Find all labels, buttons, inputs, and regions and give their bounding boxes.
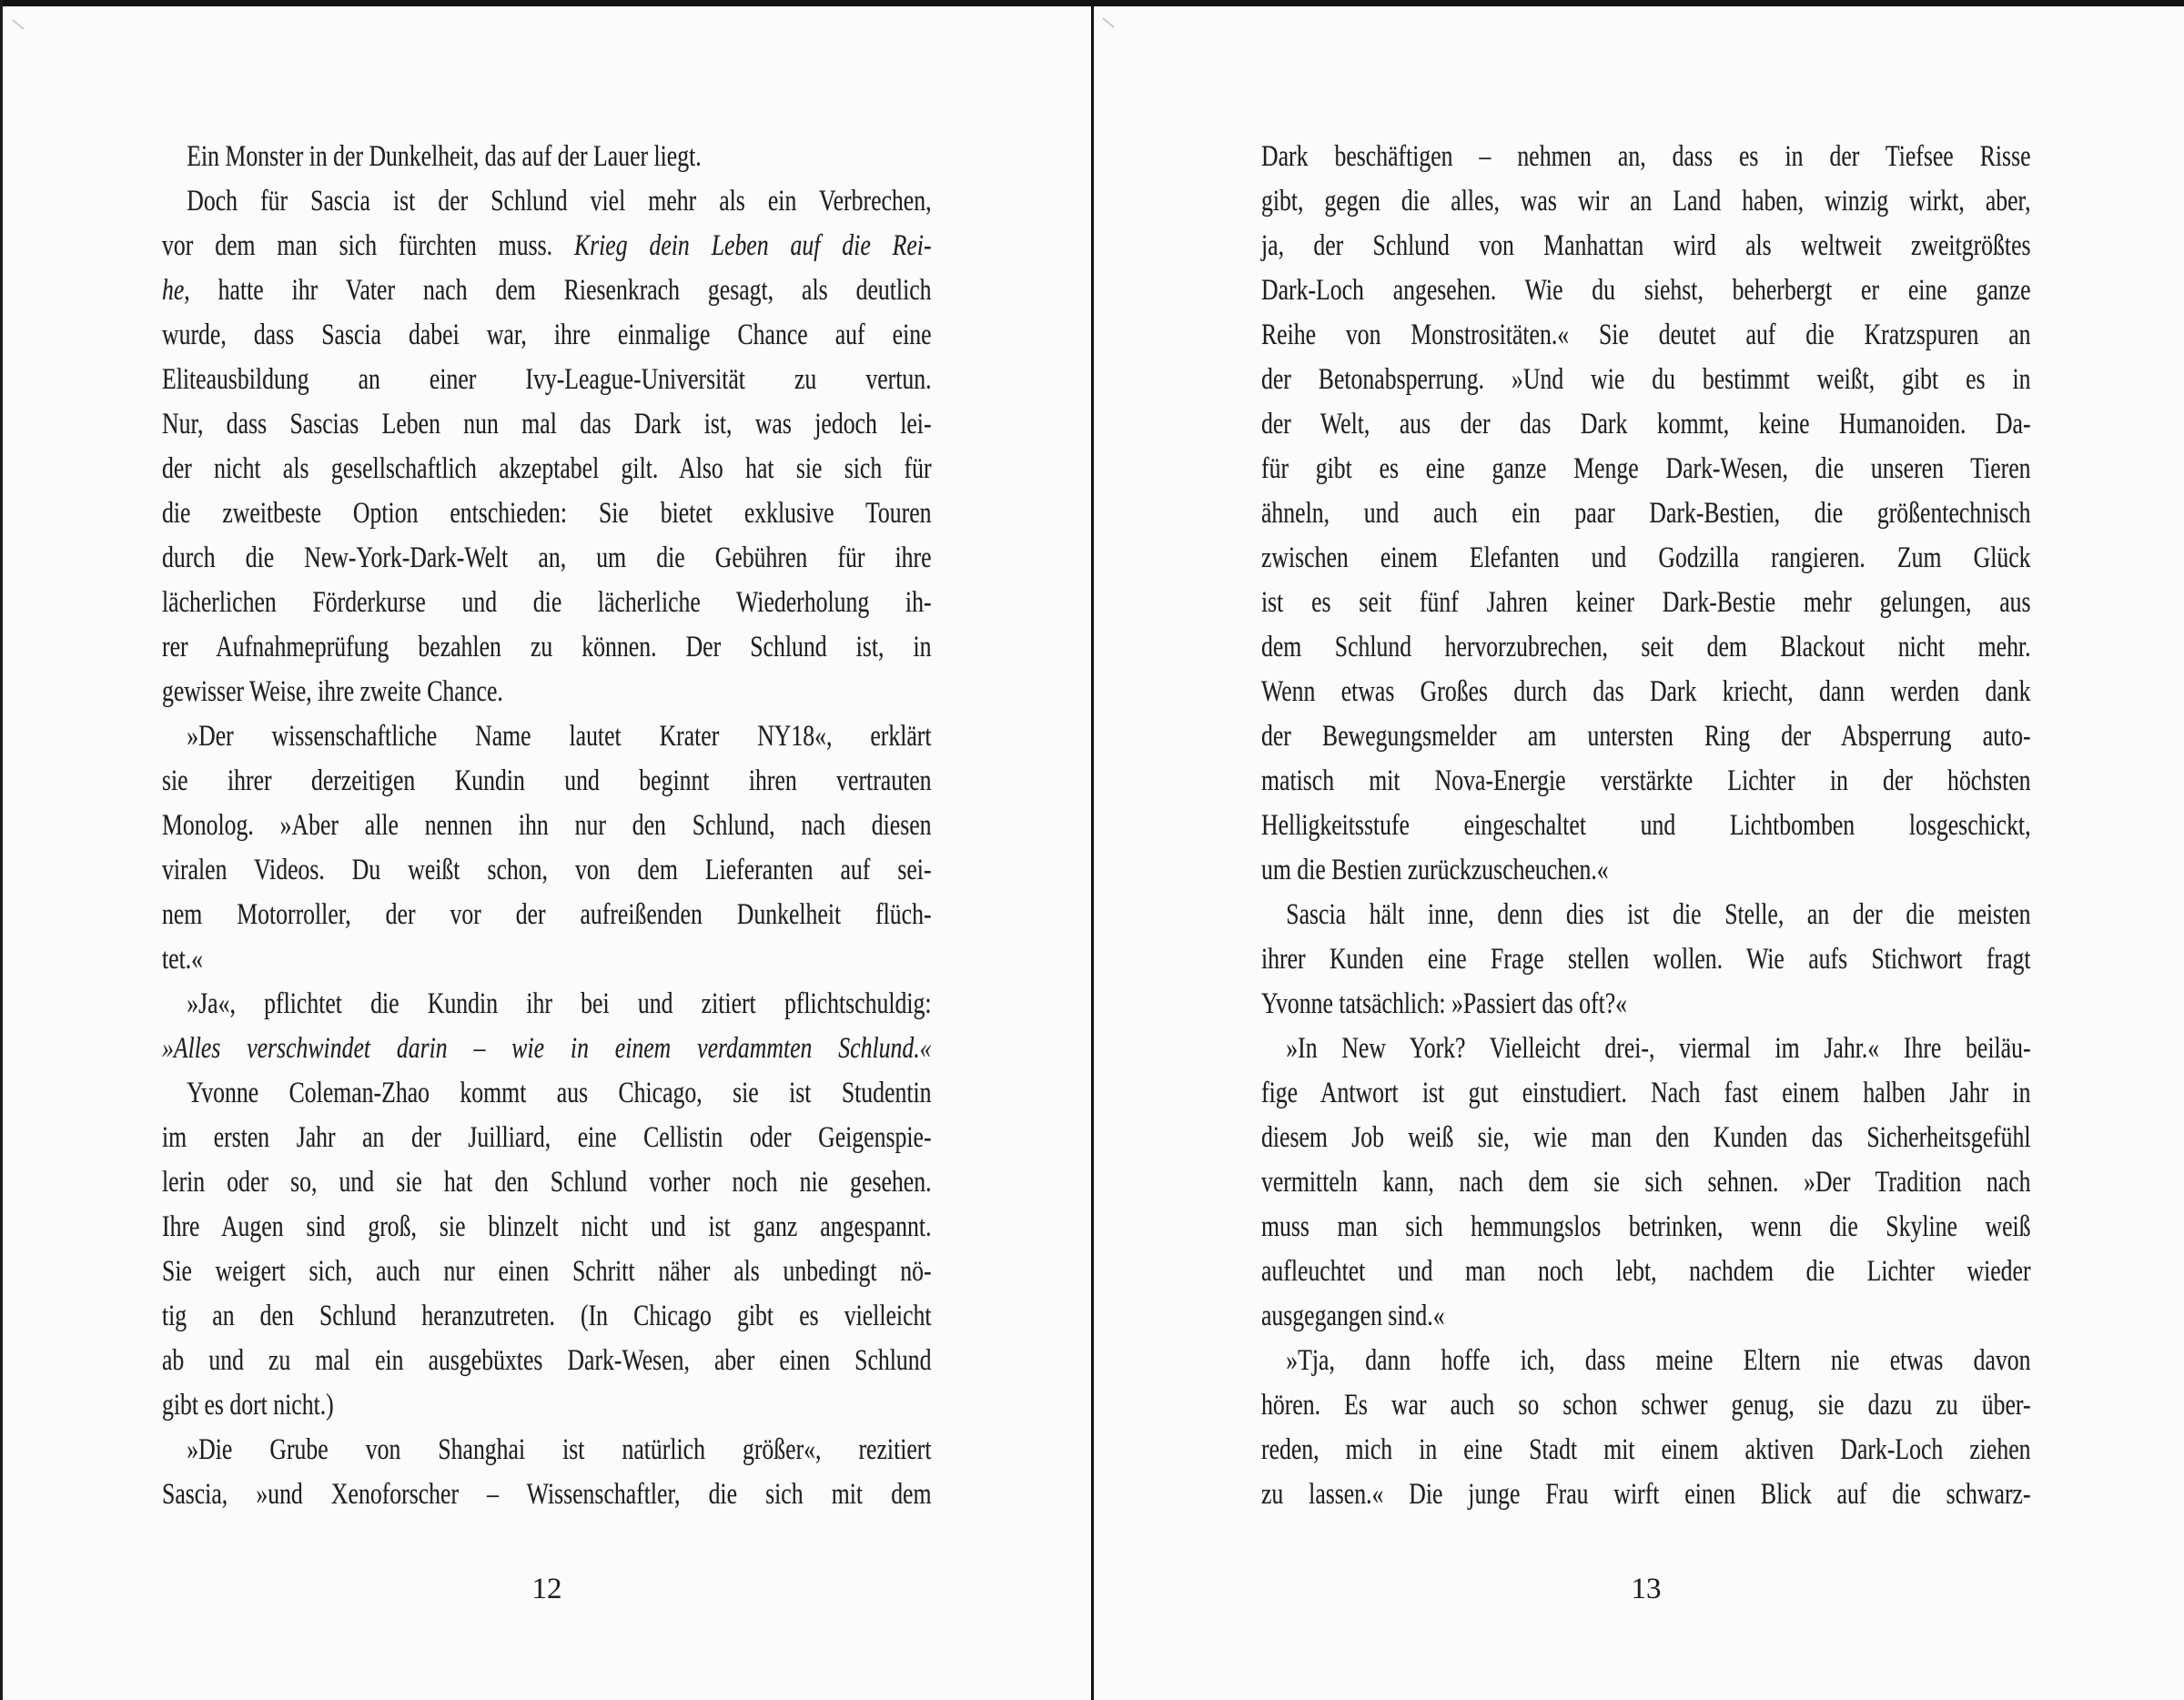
- text-line: [162, 1160, 932, 1205]
- text-segment: die zweitbeste Option entschieden: Sie bietet exklusive Touren: [162, 497, 932, 530]
- text-segment: dem Schlund hervorzubrechen, seit dem Blackout nicht mehr.: [1261, 631, 2031, 663]
- text-segment: Dark-Loch angesehen. Wie du siehst, beherbergt er eine ganze: [1261, 274, 2031, 307]
- text-line: [1261, 848, 2031, 893]
- text-line: [1261, 1428, 2031, 1472]
- text-line: [1261, 224, 2031, 268]
- text-line: [1261, 937, 2031, 982]
- text-segment: der Welt, aus der das Dark kommt, keine Humanoiden. Da-: [1261, 408, 2031, 440]
- text-segment: Ihre Augen sind groß, sie blinzelt nicht und ist ganz angespannt.: [162, 1210, 932, 1243]
- page-12-text: [162, 135, 932, 1517]
- text-line: [162, 1383, 932, 1428]
- text-segment: der nicht als gesellschaftlich akzeptabel gilt. Also hat sie sich für: [162, 452, 932, 485]
- text-segment: , hatte ihr Vater nach dem Riesenkrach gesagt, als deutlich: [184, 274, 932, 307]
- text-segment: Yvonne tatsächlich: »Passiert das oft?«: [1261, 987, 1628, 1020]
- text-line: [162, 1071, 932, 1116]
- text-segment: Nur, dass Sascias Leben nun mal das Dark ist, was jedoch lei-: [162, 408, 932, 440]
- text-line: [1261, 714, 2031, 759]
- text-line: [162, 804, 932, 848]
- text-line: [1261, 135, 2031, 179]
- text-segment: »Der wissenschaftliche Name lautet Krater NY18«, erklärt: [187, 720, 932, 753]
- text-segment: gibt es dort nicht.): [162, 1389, 334, 1422]
- text-segment: diesem Job weiß sie, wie man den Kunden das Sicherheitsgefühl: [1261, 1121, 2031, 1154]
- text-segment: fige Antwort ist gut einstudiert. Nach fast einem halben Jahr in: [1261, 1077, 2031, 1109]
- text-line: [162, 358, 932, 402]
- text-segment: lerin oder so, und sie hat den Schlund vorher noch nie gesehen.: [162, 1166, 932, 1199]
- text-segment: »In New York? Vielleicht drei-, viermal im Jahr.« Ihre beiläu-: [1286, 1032, 2031, 1065]
- text-line: [162, 135, 932, 179]
- text-segment: tig an den Schlund heranzutreten. (In Chicago gibt es vielleicht: [162, 1300, 932, 1332]
- italic-text-segment: »Alles verschwindet darin – wie in einem verdammten Schlund.«: [162, 1032, 932, 1065]
- text-line: [162, 1428, 932, 1472]
- page-number-right: 13: [1631, 1573, 1662, 1605]
- text-line: [162, 1027, 932, 1071]
- text-segment: Reihe von Monstrositäten.« Sie deutet auf die Kratzspuren an: [1261, 319, 2031, 351]
- page-13-text: [1261, 135, 2031, 1517]
- text-segment: vor dem man sich fürchten muss.: [162, 229, 574, 262]
- text-segment: muss man sich hemmungslos betrinken, wenn die Skyline weiß: [1261, 1210, 2031, 1243]
- text-line: [1261, 581, 2031, 625]
- text-line: [1261, 402, 2031, 447]
- text-segment: gewisser Weise, ihre zweite Chance.: [162, 675, 503, 708]
- text-line: [1261, 1250, 2031, 1294]
- text-line: [1261, 268, 2031, 313]
- text-line: [1261, 491, 2031, 536]
- text-segment: »Tja, dann hoffe ich, dass meine Eltern nie etwas davon: [1286, 1344, 2031, 1377]
- text-line: [162, 1250, 932, 1294]
- text-line: [162, 893, 932, 937]
- scan-artifact: [1102, 17, 1115, 28]
- text-line: [1261, 1383, 2031, 1428]
- text-line: [1261, 982, 2031, 1027]
- text-segment: Eliteausbildung an einer Ivy-League-Universität zu vertun.: [162, 363, 932, 396]
- text-segment: vermitteln kann, nach dem sie sich sehnen. »Der Tradition nach: [1261, 1166, 2031, 1199]
- scan-artifact: [12, 19, 25, 30]
- text-segment: reden, mich in eine Stadt mit einem aktiven Dark-Loch ziehen: [1261, 1433, 2031, 1466]
- text-segment: wurde, dass Sascia dabei war, ihre einmalige Chance auf eine: [162, 319, 932, 351]
- text-segment: Ein Monster in der Dunkelheit, das auf der Lauer liegt.: [187, 140, 702, 173]
- text-segment: ausgegangen sind.«: [1261, 1300, 1445, 1332]
- text-line: [1261, 1205, 2031, 1250]
- text-segment: Helligkeitsstufe eingeschaltet und Lichtbomben losgeschickt,: [1261, 809, 2031, 842]
- text-segment: ist es seit fünf Jahren keiner Dark-Bestie mehr gelungen, aus: [1261, 586, 2031, 619]
- text-line: [1261, 893, 2031, 937]
- text-line: [162, 1339, 932, 1383]
- text-segment: Sie weigert sich, auch nur einen Schritt näher als unbedingt nö-: [162, 1255, 932, 1288]
- text-line: [1261, 670, 2031, 714]
- text-line: [162, 937, 932, 982]
- text-line: [1261, 1027, 2031, 1071]
- text-segment: hören. Es war auch so schon schwer genug, sie dazu zu über-: [1261, 1389, 2031, 1422]
- text-line: [1261, 447, 2031, 491]
- text-line: [1261, 358, 2031, 402]
- text-line: [1261, 1116, 2031, 1160]
- text-segment: ähneln, und auch ein paar Dark-Bestien, die größentechnisch: [1261, 497, 2031, 530]
- italic-text-segment: Krieg dein Leben auf die Rei-: [573, 229, 932, 262]
- text-segment: im ersten Jahr an der Juilliard, eine Cellistin oder Geigenspie-: [162, 1121, 932, 1154]
- text-segment: zu lassen.« Die junge Frau wirft einen Blick auf die schwarz-: [1261, 1478, 2031, 1511]
- text-line: [1261, 1160, 2031, 1205]
- text-segment: Sascia, »und Xenoforscher – Wissenschaftler, die sich mit dem: [162, 1478, 932, 1511]
- text-segment: der Bewegungsmelder am untersten Ring der Absperrung auto-: [1261, 720, 2031, 753]
- italic-text-segment: he: [162, 274, 185, 307]
- page-number-left: 12: [531, 1573, 562, 1605]
- text-line: [162, 1472, 932, 1517]
- text-line: [162, 447, 932, 491]
- text-line: [162, 1116, 932, 1160]
- text-line: [1261, 1472, 2031, 1517]
- text-line: [1261, 1294, 2031, 1339]
- text-segment: durch die New-York-Dark-Welt an, um die Gebühren für ihre: [162, 541, 932, 574]
- text-line: [162, 848, 932, 893]
- text-segment: tet.«: [162, 943, 204, 976]
- text-segment: lächerlichen Förderkurse und die lächerliche Wiederholung ih-: [162, 586, 932, 619]
- text-line: [162, 491, 932, 536]
- text-segment: gibt, gegen die alles, was wir an Land haben, winzig wirkt, aber,: [1261, 185, 2031, 218]
- text-line: [1261, 1071, 2031, 1116]
- text-segment: ab und zu mal ein ausgebüxtes Dark-Wesen, aber einen Schlund: [162, 1344, 932, 1377]
- text-segment: ihrer Kunden eine Frage stellen wollen. Wie aufs Stichwort fragt: [1261, 943, 2031, 976]
- text-segment: nem Motorroller, der vor der aufreißenden Dunkelheit flüch-: [162, 898, 932, 931]
- text-line: [162, 268, 932, 313]
- text-line: [162, 536, 932, 581]
- text-segment: »Ja«, pflichtet die Kundin ihr bei und zitiert pflichtschuldig:: [187, 987, 932, 1020]
- text-line: [1261, 625, 2031, 670]
- text-line: [162, 759, 932, 804]
- text-segment: sie ihrer derzeitigen Kundin und beginnt ihren vertrauten: [162, 764, 932, 797]
- text-line: [1261, 1339, 2031, 1383]
- text-segment: matisch mit Nova-Energie verstärkte Lichter in der höchsten: [1261, 764, 2031, 797]
- text-line: [1261, 804, 2031, 848]
- scan-edge-left: [0, 0, 3, 1700]
- text-segment: aufleuchtet und man noch lebt, nachdem die Lichter wieder: [1261, 1255, 2031, 1288]
- text-line: [162, 982, 932, 1027]
- text-line: [162, 402, 932, 447]
- text-segment: für gibt es eine ganze Menge Dark-Wesen, die unseren Tieren: [1261, 452, 2031, 485]
- text-line: [162, 1205, 932, 1250]
- text-line: [162, 313, 932, 358]
- text-segment: viralen Videos. Du weißt schon, von dem Lieferanten auf sei-: [162, 854, 932, 886]
- page-gutter-line: [1091, 0, 1094, 1700]
- text-line: [1261, 536, 2031, 581]
- text-segment: zwischen einem Elefanten und Godzilla rangieren. Zum Glück: [1261, 541, 2031, 574]
- text-segment: Sascia hält inne, denn dies ist die Stelle, an der die meisten: [1286, 898, 2031, 931]
- text-line: [162, 670, 932, 714]
- text-line: [1261, 179, 2031, 224]
- text-segment: ja, der Schlund von Manhattan wird als weltweit zweitgrößtes: [1261, 229, 2031, 262]
- text-segment: rer Aufnahmeprüfung bezahlen zu können. Der Schlund ist, in: [162, 631, 932, 663]
- text-segment: Dark beschäftigen – nehmen an, dass es in der Tiefsee Risse: [1261, 140, 2031, 173]
- text-line: [1261, 313, 2031, 358]
- text-segment: um die Bestien zurückzuscheuchen.«: [1261, 854, 1609, 886]
- text-line: [162, 581, 932, 625]
- text-line: [162, 1294, 932, 1339]
- text-line: [162, 625, 932, 670]
- text-line: [162, 179, 932, 224]
- text-line: [162, 224, 932, 268]
- text-segment: Yvonne Coleman-Zhao kommt aus Chicago, sie ist Studentin: [187, 1077, 932, 1109]
- text-segment: Wenn etwas Großes durch das Dark kriecht, dann werden dank: [1261, 675, 2031, 708]
- text-line: [1261, 759, 2031, 804]
- text-segment: »Die Grube von Shanghai ist natürlich größer«, rezitiert: [187, 1433, 932, 1466]
- text-segment: Doch für Sascia ist der Schlund viel mehr als ein Verbrechen,: [187, 185, 932, 218]
- text-segment: Monolog. »Aber alle nennen ihn nur den Schlund, nach diesen: [162, 809, 932, 842]
- text-line: [162, 714, 932, 759]
- text-segment: der Betonabsperrung. »Und wie du bestimmt weißt, gibt es in: [1261, 363, 2031, 396]
